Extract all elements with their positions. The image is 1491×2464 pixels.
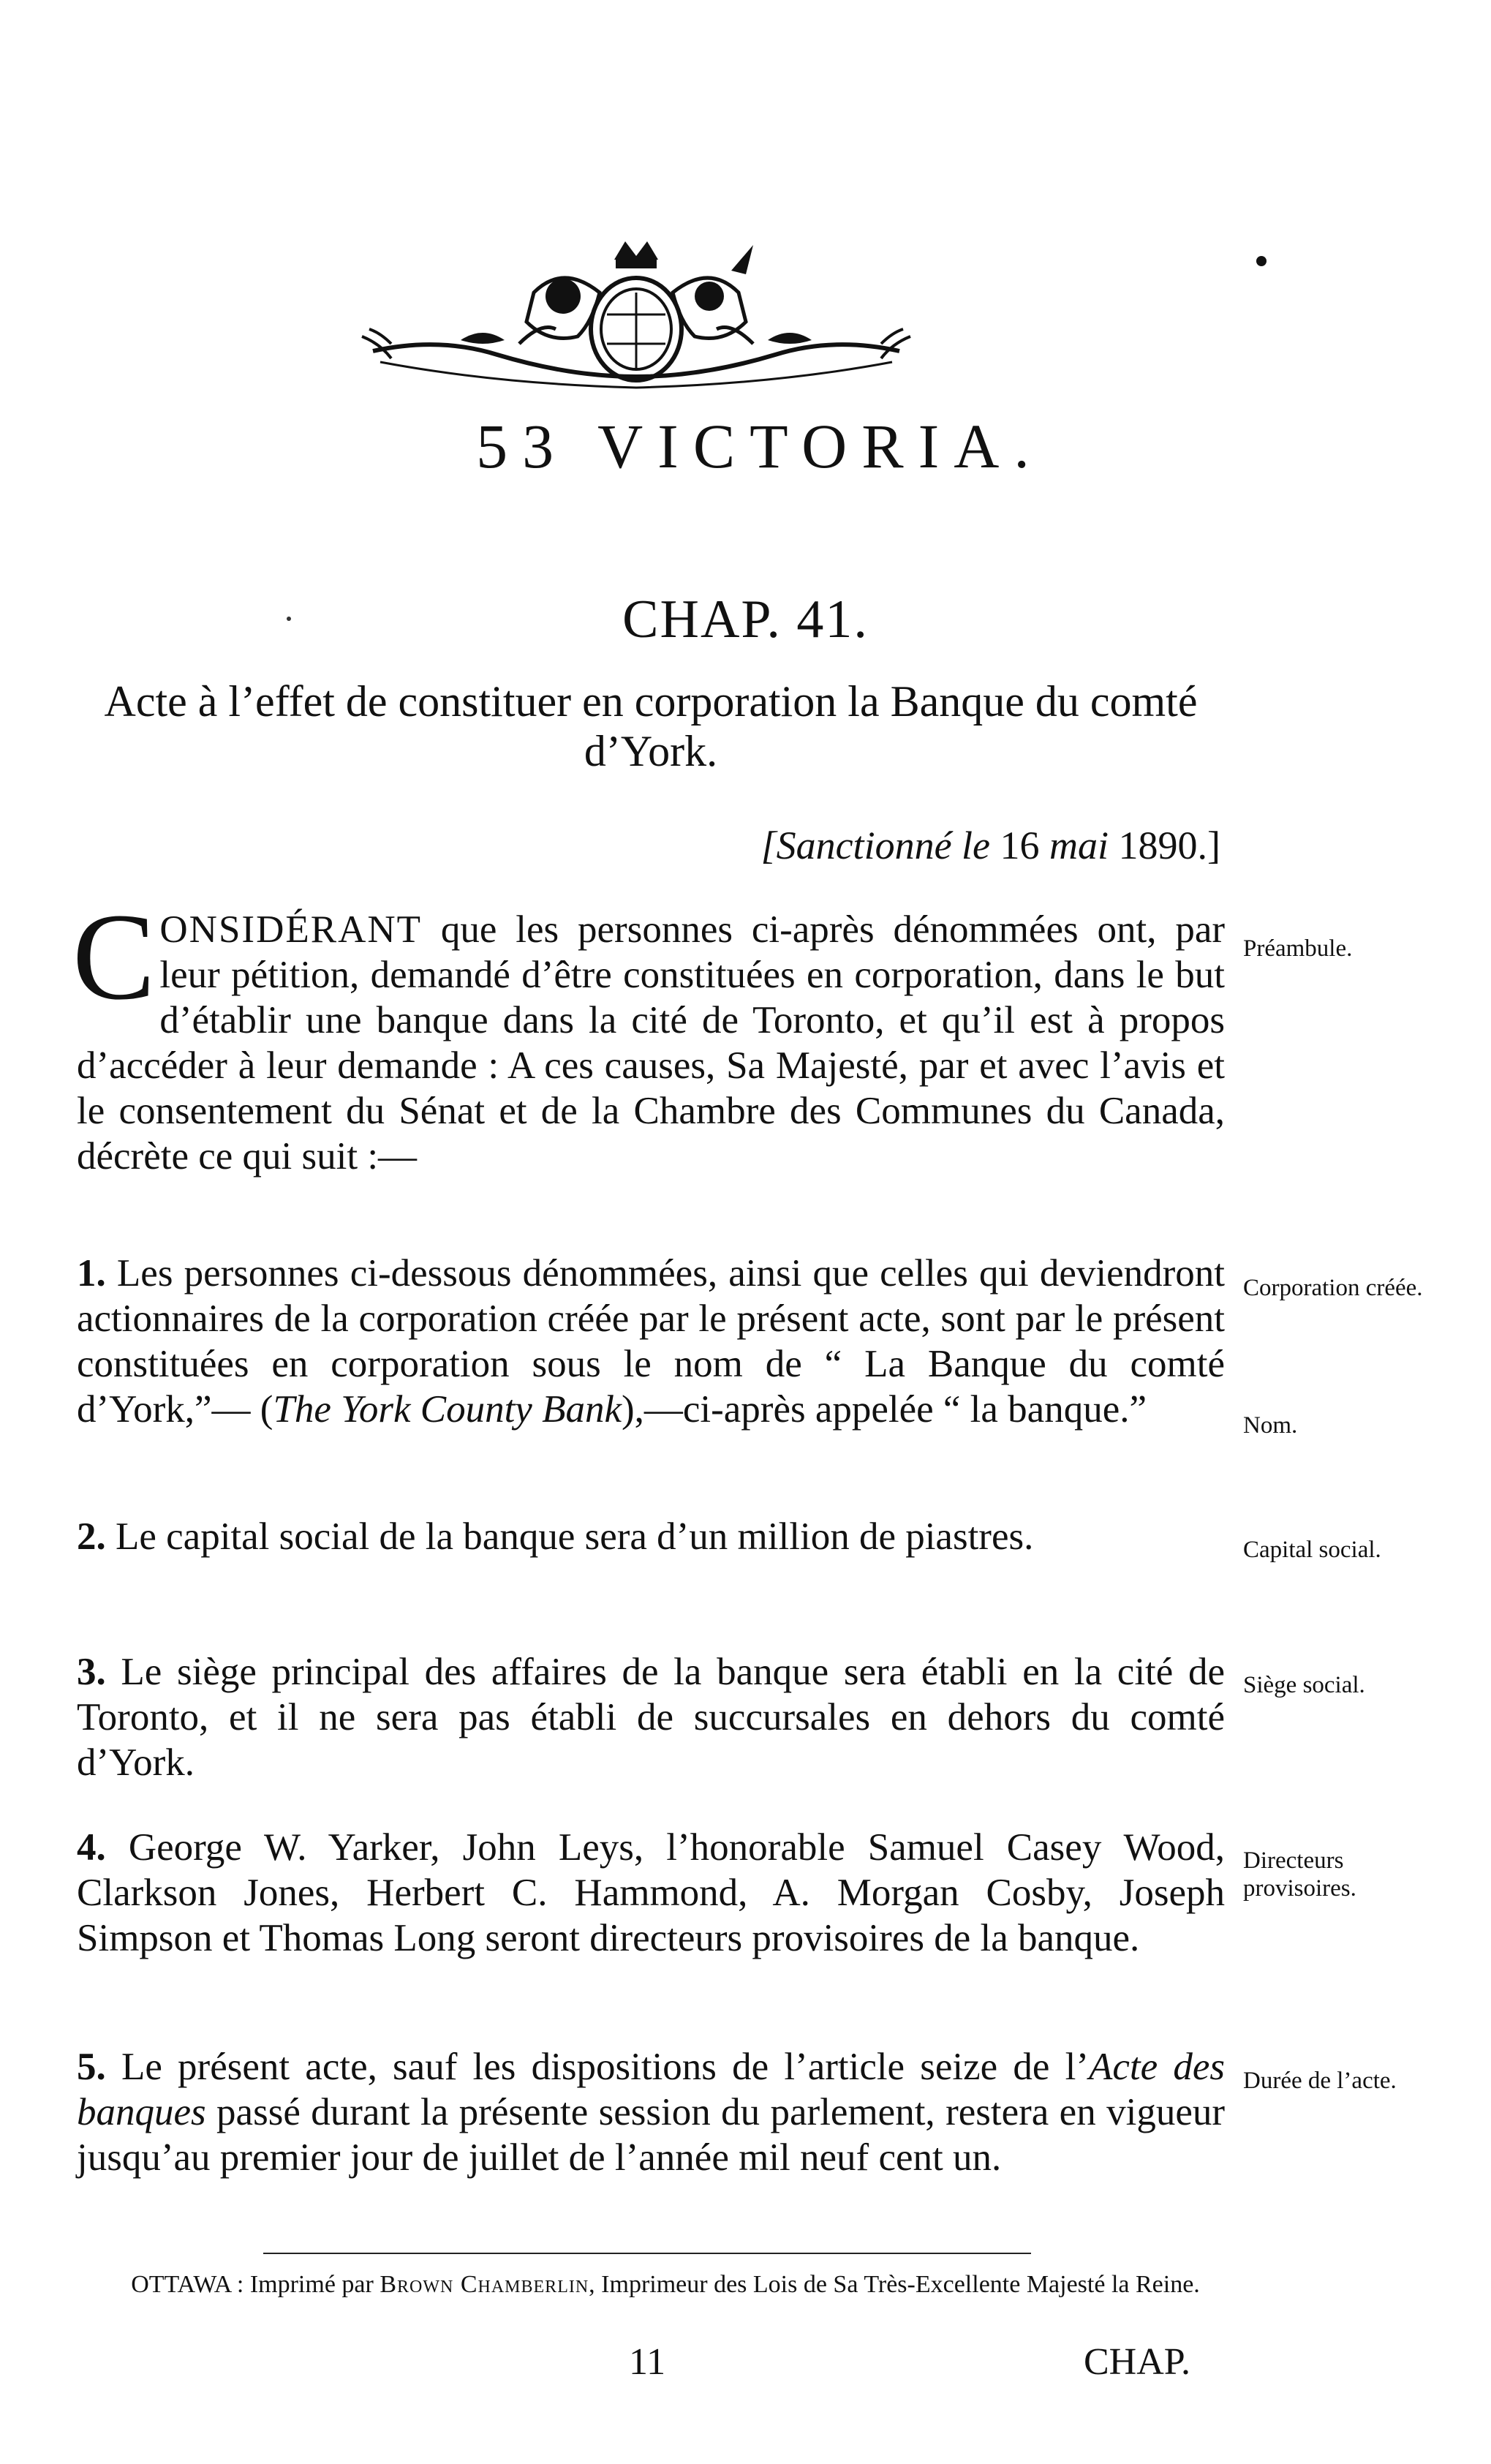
section-number: 5.	[77, 2046, 106, 2088]
section-5-text-b: passé durant la présente session du parlement, restera en vigueur jusqu’au premier jour de juillet de l’année mil neuf cent un.	[77, 2091, 1225, 2179]
chapter-heading: CHAP. 41.	[622, 589, 869, 649]
section-3-text	[77, 1649, 1225, 1785]
section-4-body: George W. Yarker, John Leys, l’honorable Samuel Casey Wood, Clarkson Jones, Herbert C. Hammond, A. Morgan Cosby, Joseph Simpson et Thomas Long seront directeurs provisoires de la banque.	[77, 1826, 1226, 1959]
section-number: 4.	[77, 1826, 106, 1869]
page-number: 11	[629, 2341, 666, 2383]
printed-dot	[1256, 256, 1267, 266]
section-4	[77, 1825, 1225, 1961]
section-5	[77, 2044, 1225, 2180]
section-5-text	[77, 2044, 1225, 2180]
section-2	[77, 1514, 1225, 1559]
margin-note-nom: Nom.	[1243, 1412, 1298, 1439]
margin-note-duree: Durée de l’acte.	[1243, 2068, 1397, 2094]
margin-note-preamble: Préambule.	[1243, 935, 1353, 962]
drop-cap: C	[72, 888, 156, 1025]
imprint-text-a: OTTAWA : Imprimé par	[131, 2271, 380, 2298]
imprint-printer: Brown Chamberlin	[380, 2271, 589, 2298]
section-1-text-a: Les personnes ci-dessous dénommées, ainsi que celles qui deviendront actionnaires de la corporation créée par le présent acte, sont par le présent constituées en corporation sous le nom de “ La Banque du comté d’York,”— (	[77, 1252, 1226, 1431]
margin-note-capital: Capital social.	[1243, 1537, 1381, 1563]
footer-rule	[263, 2253, 1031, 2254]
section-1-text-b: ),—ci-après appelée “ la banque.”	[621, 1388, 1147, 1431]
sanction-date	[761, 823, 1220, 868]
royal-coat-of-arms-icon	[351, 227, 921, 395]
section-1-italic: The York County Bank	[273, 1388, 622, 1431]
section-number: 3.	[77, 1651, 106, 1693]
preamble-lead: ONSIDÉRANT	[159, 908, 422, 951]
margin-note-corporation: Corporation créée.	[1243, 1275, 1423, 1301]
section-2-body: Le capital social de la banque sera d’un million de piastres.	[116, 1515, 1034, 1558]
preamble-paragraph	[72, 888, 1225, 1179]
section-4-text	[77, 1825, 1225, 1961]
section-number: 1.	[77, 1252, 106, 1295]
section-3-body: Le siège principal des affaires de la banque sera établi en la cité de Toronto, et il ne sera pas établi de succursales en dehors du comté d’York.	[77, 1651, 1225, 1784]
section-1-text	[77, 1251, 1225, 1432]
section-1	[77, 1251, 1225, 1432]
imprint-text-b: , Imprimeur des Lois de Sa Très-Excellente Majesté la Reine.	[589, 2271, 1200, 2298]
margin-note-siege: Siège social.	[1243, 1672, 1365, 1698]
margin-note-directeurs: Directeurs provisoires.	[1243, 1847, 1356, 1902]
section-5-text-a: Le présent acte, sauf les dispositions de l’article seize de l’	[121, 2046, 1090, 2088]
sanction-month: mai	[1049, 824, 1109, 867]
section-number: 2.	[77, 1515, 106, 1558]
preamble-text: que les personnes ci-après dénommées ont, par leur pétition, demandé d’être constituées en corporation, dans le but d’établir une banque dans la cité de Toronto, et qu’il est à propos d’accéder à leur demande : A ces causes, Sa Majesté, par et avec l’avis et le consentement du Sénat et de la Chambre des Communes du Canada, décrète ce qui suit :—	[77, 908, 1225, 1178]
sanction-prefix: [Sanctionné le	[760, 824, 991, 867]
section-3	[77, 1649, 1225, 1785]
section-2-text	[77, 1514, 1225, 1559]
regnal-year-heading: 53 VICTORIA.	[476, 411, 1044, 481]
catchword: CHAP.	[1084, 2341, 1190, 2383]
imprint-line	[66, 2271, 1265, 2299]
sanction-year: 1890.]	[1118, 824, 1220, 867]
sanction-day: 16	[1000, 824, 1040, 867]
act-title: Acte à l’effet de constituer en corporation la Banque du comté d’York.	[104, 677, 1198, 775]
section-5-italic: Acte des banques	[77, 2046, 1226, 2133]
